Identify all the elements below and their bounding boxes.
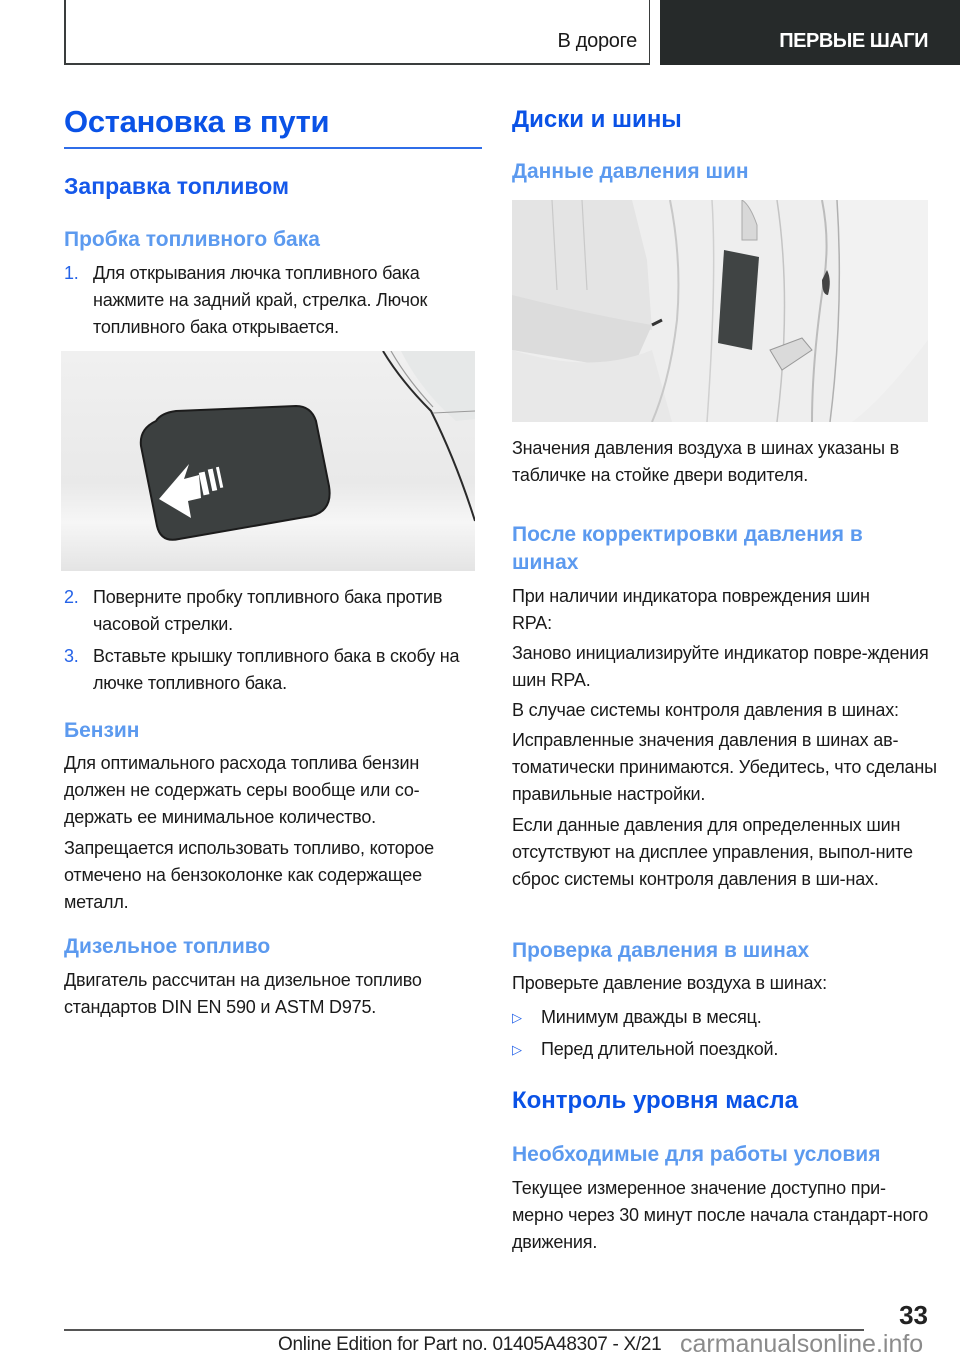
bullet-text: Минимум дважды в месяц. [541,1007,762,1027]
after-adjust-paragraph-5: Если данные давления для определенных шин отсутствуют на дисплее управления, выпол-ните сброс системы контроля давления в ши-нах. [512,815,913,889]
heading-wheels-tires: Диски и шины [512,106,682,133]
fuel-flap-image [61,351,475,571]
triangle-bullet-icon: ▷ [512,1010,522,1025]
door-pillar-image [512,200,928,422]
heading-fuel-cap: Пробка топливного бака [64,228,320,251]
heading-diesel: Дизельное топливо [64,935,271,958]
door-pillar-illustration [512,200,928,422]
after-adjust-paragraph-4: Исправленные значения давления в шинах ав-томатически принимаются. Убедитесь, что сделаны правильные настройки. [512,730,937,804]
step-text: Поверните пробку топливного бака против часовой стрелки. [93,587,443,634]
oil-paragraph: Текущее измеренное значение доступно при-мерно через 30 минут после начала стандарт-ного движения. [512,1178,929,1252]
header-chapter-label: ПЕРВЫЕ ШАГИ [779,30,928,52]
heading-after-adjust-2: шинах [512,551,579,574]
petrol-paragraph-1: Для оптимального расхода топлива бензин должен не содержать серы вообще или со-держать ее минимальное количество. [64,753,420,827]
footer-edition: Online Edition for Part no. 01405A48307 - X/21 [278,1334,662,1355]
header-section-label: В дороге [557,30,637,52]
bullet-text: Перед длительной поездкой. [541,1039,779,1059]
step-number: 2. [64,587,79,607]
step-3 [64,643,482,697]
heading-operating-conditions: Необходимые для работы условия [512,1143,881,1166]
tire-data-paragraph: Значения давления воздуха в шинах указаны в табличке на стойке двери водителя. [512,438,900,485]
heading-refueling: Заправка топливом [64,173,290,199]
page-number: 33 [899,1300,928,1330]
step-text: Вставьте крышку топливного бака в скобу на лючке топливного бака. [93,646,460,693]
triangle-bullet-icon: ▷ [512,1042,522,1057]
bullet-item [512,1004,932,1031]
page-title: Остановка в пути [64,104,330,139]
fuel-flap-illustration [61,351,475,571]
check-intro: Проверьте давление воздуха в шинах: [512,973,827,993]
after-adjust-paragraph-3: В случае системы контроля давления в шинах: [512,700,899,720]
step-number: 1. [64,263,79,283]
header-chapter-tab [660,0,960,65]
bullet-item [512,1036,932,1063]
after-adjust-paragraph-2: Заново инициализируйте индикатор повре-ждения шин RPA. [512,643,929,690]
step-2 [64,584,482,638]
title-rule [64,147,482,149]
petrol-paragraph-2: Запрещается использовать топливо, которое отмечено на бензоколонке как содержащее металл. [64,838,434,912]
footer-watermark: carmanualsonline.info [680,1330,924,1358]
step-1 [64,260,482,341]
heading-check-pressure: Проверка давления в шинах [512,939,810,962]
heading-after-adjust-1: После корректировки давления в [512,523,863,546]
step-text: Для открывания лючка топливного бака нажмите на задний край, стрелка. Лючок топливного бака открывается. [93,263,428,337]
header-section-tab [64,0,650,65]
heading-oil-level: Контроль уровня масла [512,1087,798,1114]
heading-tire-pressure-data: Данные давления шин [512,160,749,183]
diesel-paragraph: Двигатель рассчитан на дизельное топливо стандартов DIN EN 590 и ASTM D975. [64,970,422,1017]
after-adjust-paragraph-1: При наличии индикатора повреждения шин RPA: [512,586,870,633]
step-number: 3. [64,646,79,666]
heading-petrol: Бензин [64,719,140,742]
